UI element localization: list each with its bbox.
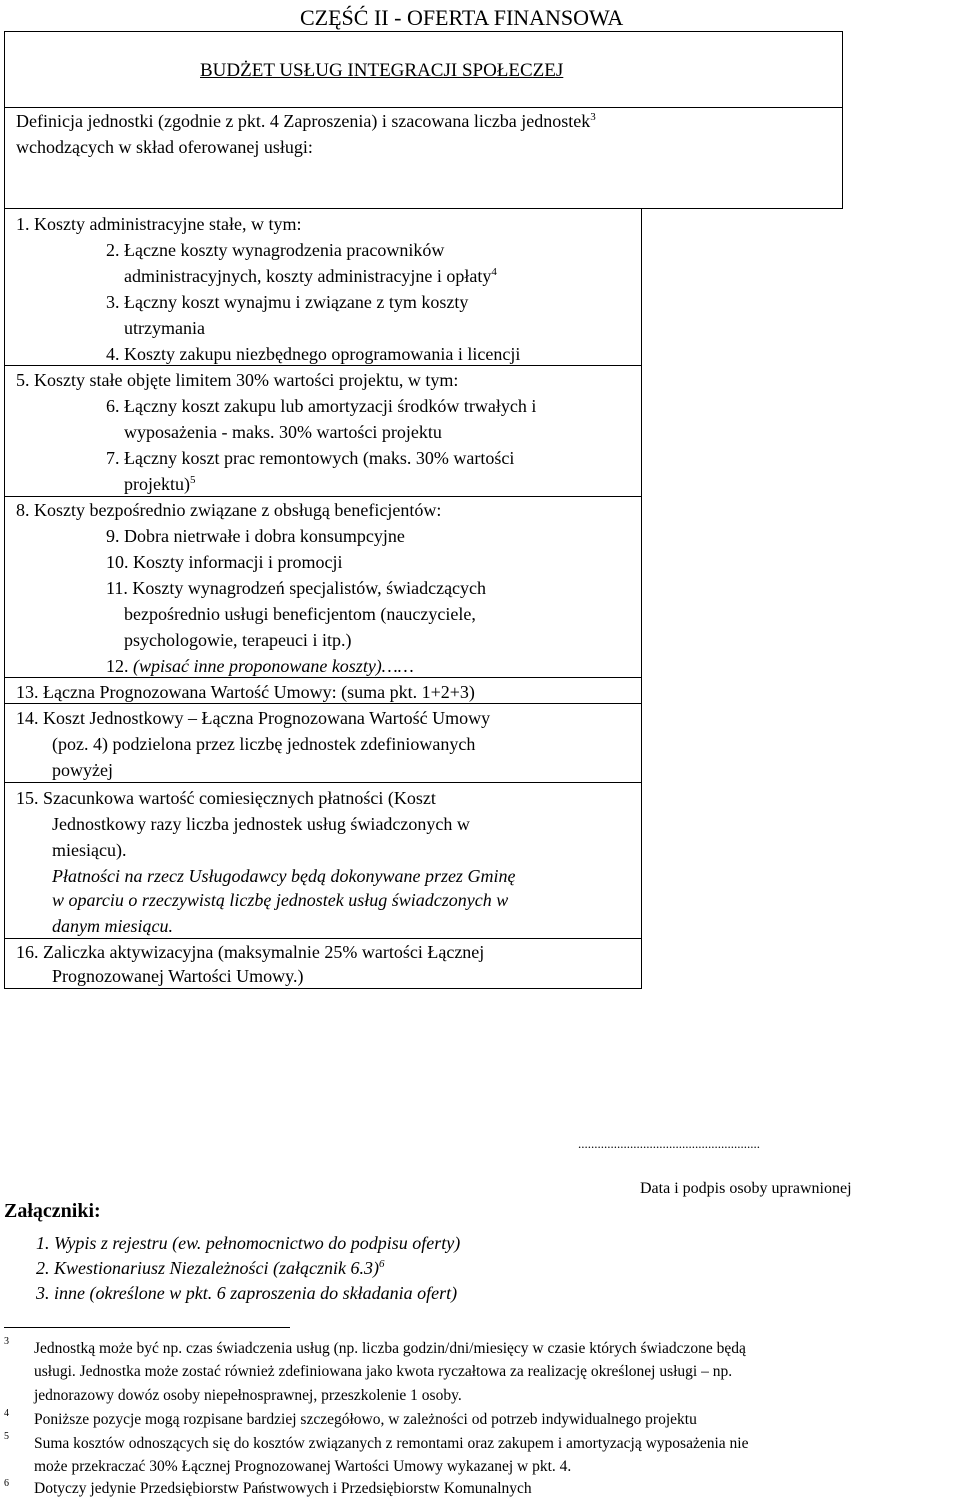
- footnote-3-line2: usługi. Jednostka może zostać również zdefiniowana jako kwota ryczałtowa za realizację określonej usługi – np.: [34, 1363, 733, 1380]
- item-5: 5. Koszty stałe objęte limitem 30% wartości projektu, w tym:: [16, 370, 459, 390]
- footnote-ref: 5: [189, 474, 196, 486]
- item-11-line3: psychologowie, terapeuci i itp.): [124, 630, 352, 650]
- item-16-line2: Prognozowanej Wartości Umowy.): [52, 966, 304, 986]
- item-15-note-line1: Płatności na rzecz Usługodawcy będą dokonywane przez Gminę: [52, 866, 516, 886]
- attachment-2: 2. Kwestionariusz Niezależności (załącznik 6.3)$^6$: [36, 1258, 385, 1278]
- item-15-line2: Jednostkowy razy liczba jednostek usług świadczonych w: [52, 814, 470, 834]
- item-16-line1: 16. Zaliczka aktywizacyjna (maksymalnie 25% wartości Łącznej: [16, 942, 485, 962]
- item-15-note-line3: danym miesiącu.: [52, 916, 173, 936]
- item-14-line2: (poz. 4) podzielona przez liczbę jednostek zdefiniowanych: [52, 734, 476, 754]
- definition-text-line2: wchodzących w skład oferowanej usługi:: [16, 137, 313, 157]
- footnote-5-number: 5: [4, 1431, 9, 1442]
- footnote-5-line2: może przekraczać 30% Łącznej Prognozowanej Wartości Umowy wykazanej w pkt. 4.: [34, 1458, 572, 1475]
- footnote-5-line1: Suma kosztów odnoszących się do kosztów związanych z remontami oraz zakupem i amortyzacją wyposażenia nie: [34, 1435, 749, 1452]
- item-11-line2: bezpośrednio usługi beneficjentom (nauczyciele,: [124, 604, 476, 624]
- footnote-ref: 4: [491, 266, 497, 278]
- footnote-4-number: 4: [4, 1408, 9, 1419]
- item-12: 12. (wpisać inne proponowane koszty)……: [106, 656, 414, 676]
- item-7-line2: projektu)$^5$: [124, 474, 196, 494]
- footnote-ref: 3: [590, 111, 596, 123]
- attachment-3: 3. inne (określone w pkt. 6 zaproszenia do składania ofert): [36, 1283, 458, 1303]
- item-13: 13. Łączna Prognozowana Wartość Umowy: (suma pkt. 1+2+3): [16, 682, 475, 702]
- footnote-3-number: 3: [4, 1336, 9, 1347]
- attachments-heading: Załączniki:: [4, 1200, 101, 1222]
- footnote-4: Poniższe pozycje mogą rozpisane bardziej szczegółowo, w zależności od potrzeb indywidualnego projektu: [34, 1411, 697, 1428]
- item-6-line2: wyposażenia - maks. 30% wartości projektu: [124, 422, 442, 442]
- item-15-line3: miesiącu).: [52, 840, 127, 860]
- item-3-line1: 3. Łączny koszt wynajmu i związane z tym koszty: [106, 292, 469, 312]
- footnote-6: Dotyczy jedynie Przedsiębiorstw Państwowych i Przedsiębiorstw Komunalnych: [34, 1480, 532, 1497]
- footnote-3-line3: jednorazowy dowóz osoby niepełnosprawnej, przeszkolenie 1 osoby.: [34, 1387, 462, 1404]
- definition-text-line1: Definicja jednostki (zgodnie z pkt. 4 Zaproszenia) i szacowana liczba jednostek$^3$: [16, 111, 596, 131]
- item-1: 1. Koszty administracyjne stałe, w tym:: [16, 214, 302, 234]
- budget-header: BUDŻET USŁUG INTEGRACJI SPOŁECZEJ: [200, 60, 564, 81]
- item-8: 8. Koszty bezpośrednio związane z obsługą beneficjentów:: [16, 500, 442, 520]
- item-11-line1: 11. Koszty wynagrodzeń specjalistów, świadczących: [106, 578, 487, 598]
- item-10: 10. Koszty informacji i promocji: [106, 552, 343, 572]
- footnote-separator: [4, 1327, 290, 1328]
- item-2-line2: administracyjnych, koszty administracyjne i opłaty$^4$: [124, 266, 497, 286]
- item-3-line2: utrzymania: [124, 318, 205, 338]
- signature-label: Data i podpis osoby uprawnionej: [640, 1180, 852, 1197]
- item-6-line1: 6. Łączny koszt zakupu lub amortyzacji środków trwałych i: [106, 396, 537, 416]
- footnote-3-line1: Jednostką może być np. czas świadczenia usług (np. liczba godzin/dni/miesięcy w czasie których świadczone będą: [34, 1340, 746, 1357]
- signature-dots: ........................................................: [578, 1136, 760, 1151]
- item-14-line1: 14. Koszt Jednostkowy – Łączna Prognozowana Wartość Umowy: [16, 708, 491, 728]
- page-title: CZĘŚĆ II - OFERTA FINANSOWA: [300, 5, 624, 30]
- item-2-line1: 2. Łączne koszty wynagrodzenia pracowników: [106, 240, 445, 260]
- item-7-line1: 7. Łączny koszt prac remontowych (maks. 30% wartości: [106, 448, 515, 468]
- item-15-note-line2: w oparciu o rzeczywistą liczbę jednostek usług świadczonych w: [52, 890, 509, 910]
- attachment-1: 1. Wypis z rejestru (ew. pełnomocnictwo do podpisu oferty): [36, 1233, 461, 1253]
- item-9: 9. Dobra nietrwałe i dobra konsumpcyjne: [106, 526, 405, 546]
- item-14-line3: powyżej: [52, 760, 113, 780]
- footnote-6-number: 6: [4, 1478, 9, 1489]
- footnote-ref: 6: [379, 1258, 385, 1270]
- item-4: 4. Koszty zakupu niezbędnego oprogramowania i licencji: [106, 344, 521, 364]
- item-15-line1: 15. Szacunkowa wartość comiesięcznych płatności (Koszt: [16, 788, 436, 808]
